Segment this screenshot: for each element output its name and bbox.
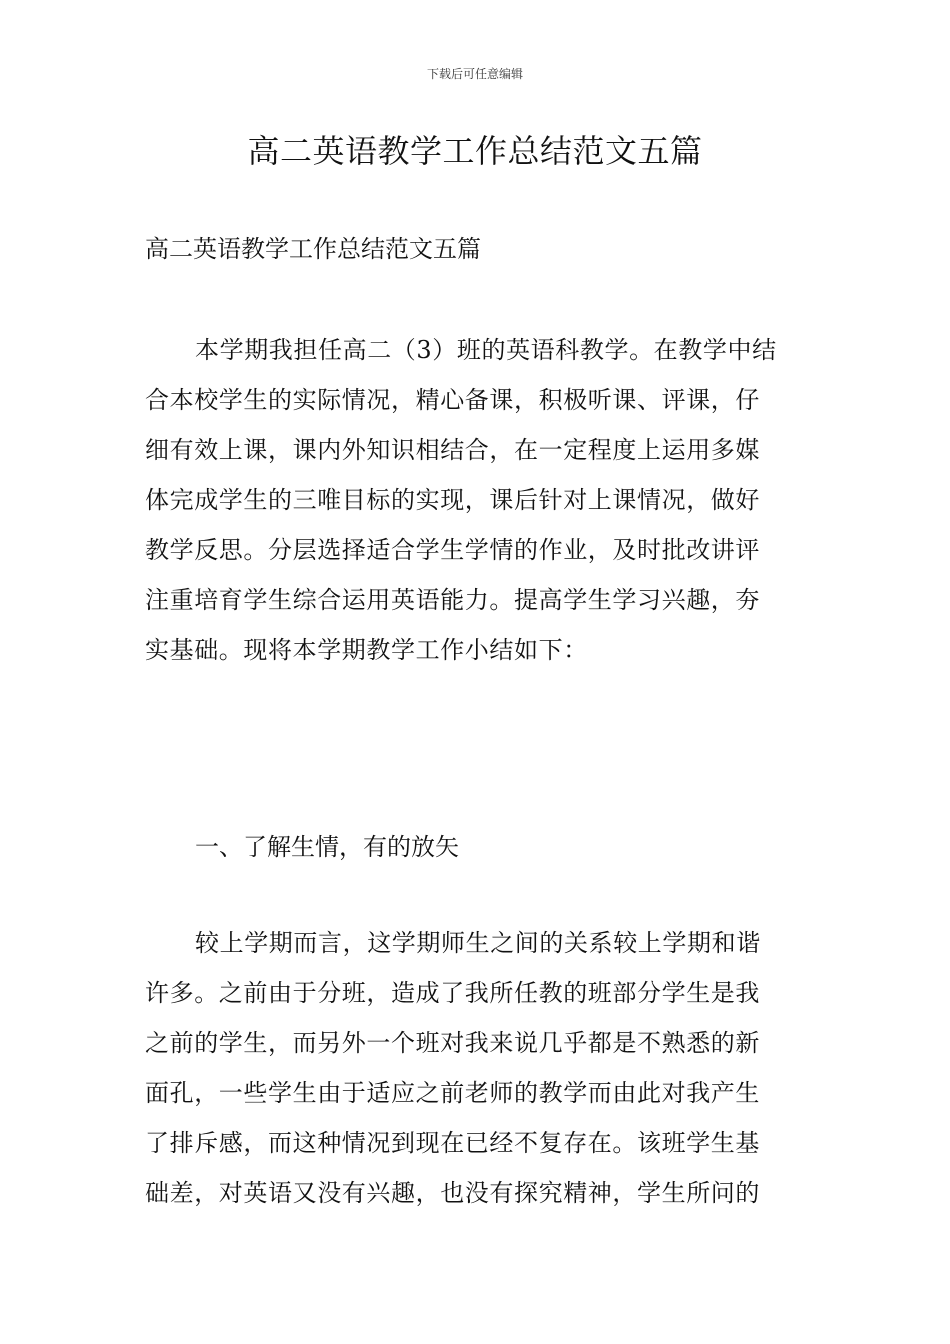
paragraph-line: 合本校学生的实际情况，精心备课，积极听课、评课，仔	[145, 386, 760, 414]
paragraph-line: 本学期我担任高二（3）班的英语科教学。在教学中结	[195, 336, 777, 364]
paragraph-line: 体完成学生的三唯目标的实现，课后针对上课情况，做好	[145, 486, 760, 514]
paragraph-section-one	[145, 918, 810, 1218]
paragraph-line: 了排斥感，而这种情况到现在已经不复存在。该班学生基	[145, 1129, 760, 1157]
section-heading: 一、了解生情，有的放矢	[195, 833, 459, 861]
paragraph-line: 面孔，一些学生由于适应之前老师的教学而由此对我产生	[145, 1079, 760, 1107]
paragraph-line: 之前的学生，而另外一个班对我来说几乎都是不熟悉的新	[145, 1029, 760, 1057]
paragraph-intro	[145, 325, 810, 675]
paragraph-line: 许多。之前由于分班，造成了我所任教的班部分学生是我	[145, 979, 760, 1007]
paragraph-line: 实基础。现将本学期教学工作小结如下：	[145, 636, 588, 664]
header-note: 下载后可任意编辑	[426, 67, 523, 81]
document-subtitle: 高二英语教学工作总结范文五篇	[145, 235, 481, 263]
paragraph-line: 细有效上课，课内外知识相结合，在一定程度上运用多媒	[145, 436, 760, 464]
paragraph-line: 较上学期而言，这学期师生之间的关系较上学期和谐	[195, 929, 761, 957]
paragraph-line: 教学反思。分层选择适合学生学情的作业，及时批改讲评	[145, 536, 760, 564]
paragraph-line: 础差，对英语又没有兴趣，也没有探究精神，学生所问的	[145, 1179, 760, 1207]
paragraph-line: 注重培育学生综合运用英语能力。提高学生学习兴趣，夯	[145, 586, 760, 614]
document-title: 高二英语教学工作总结范文五篇	[247, 132, 703, 170]
